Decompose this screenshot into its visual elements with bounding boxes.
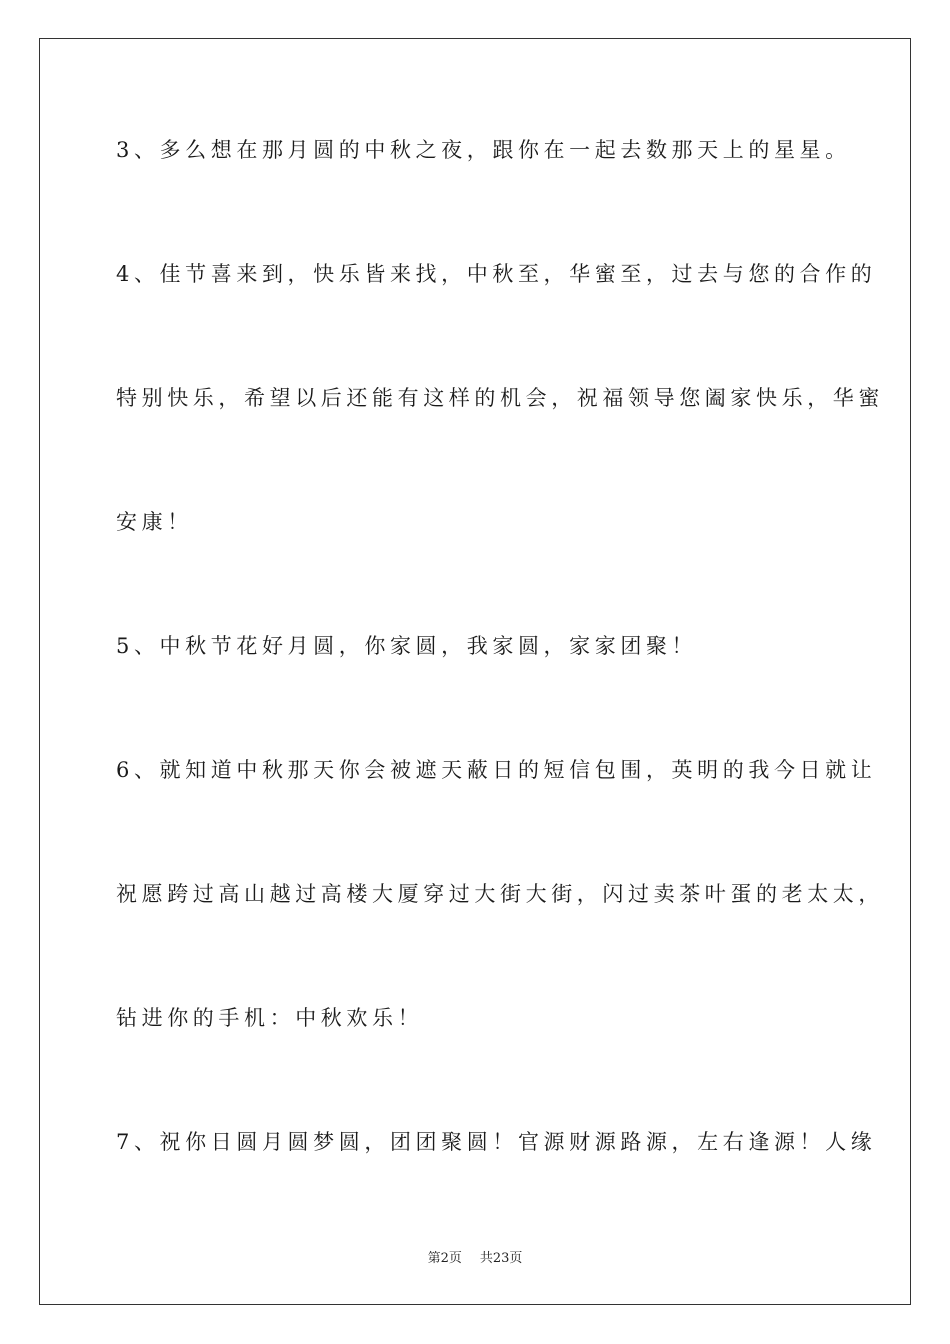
page-border <box>39 38 911 1305</box>
text-line: 3、多么想在那月圆的中秋之夜，跟你在一起去数那天上的星星。 <box>116 138 851 162</box>
text-line: 7、祝你日圆月圆梦圆，团团聚圆！官源财源路源，左右逢源！人缘 <box>116 1130 877 1154</box>
text-line: 安康！ <box>116 510 193 534</box>
page-number: 第2页 <box>427 1251 462 1266</box>
text-line: 5、中秋节花好月圆，你家圆，我家圆，家家团聚！ <box>116 634 698 658</box>
text-line: 4、佳节喜来到，快乐皆来找，中秋至，华蜜至，过去与您的合作的 <box>116 262 877 286</box>
text-line: 6、就知道中秋那天你会被遮天蔽日的短信包围，英明的我今日就让 <box>116 758 877 782</box>
text-line: 钻进你的手机：中秋欢乐！ <box>116 1006 424 1030</box>
text-line: 祝愿跨过高山越过高楼大厦穿过大街大街，闪过卖茶叶蛋的老太太， <box>116 882 884 906</box>
text-line: 特别快乐，希望以后还能有这样的机会，祝福领导您阖家快乐，华蜜 <box>116 386 884 410</box>
page-footer <box>0 1247 950 1266</box>
page-total: 共23页 <box>479 1251 523 1266</box>
